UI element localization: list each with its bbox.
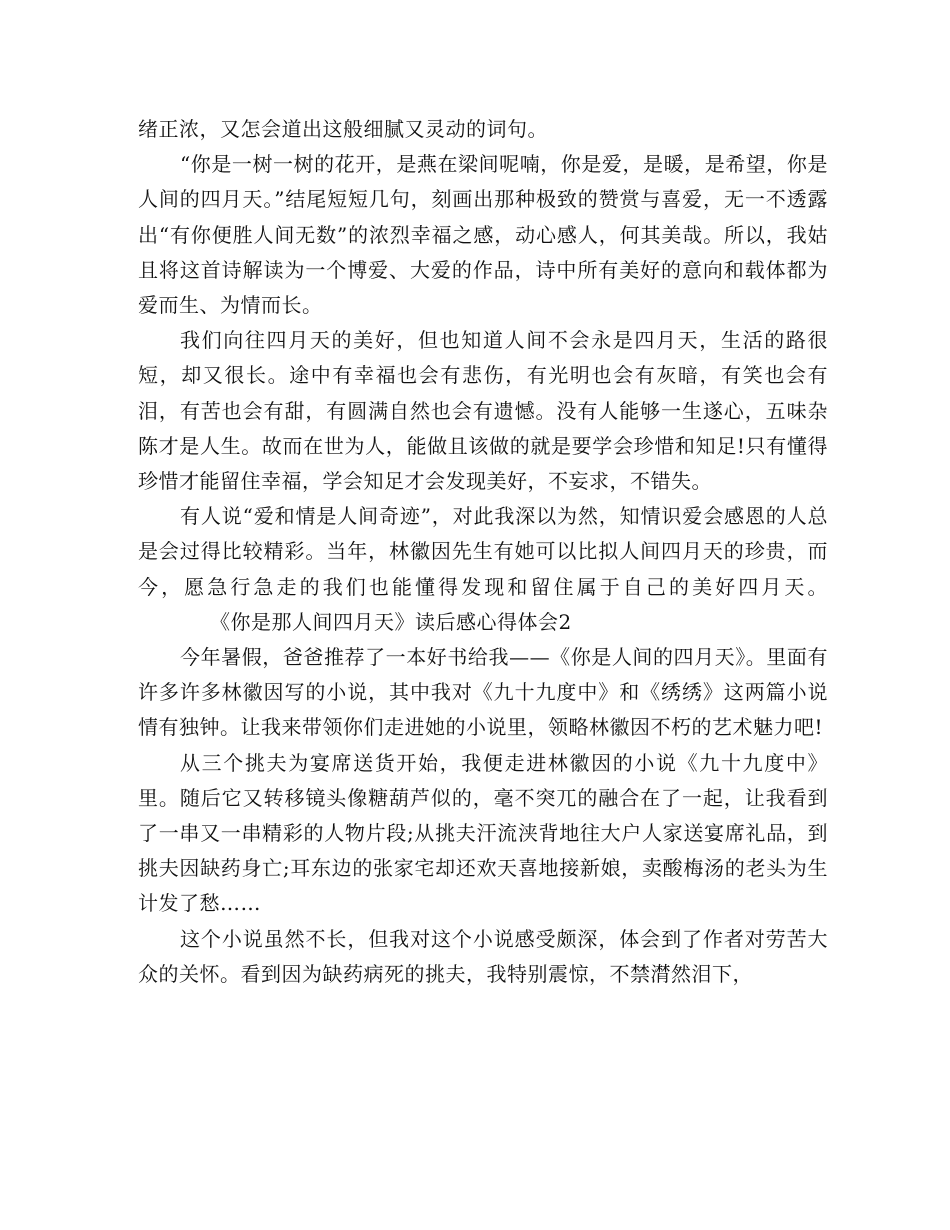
document-body bbox=[138, 112, 828, 992]
paragraph-4-text: 有人说“爱和情是人间奇迹”，对此我深以为然，知情识爱会感恩的人总是会过得比较精彩。当年，林徽因先生有她可以比拟人间四月天的珍贵，而今，愿急行急走的我们也能懂得发现和留住属于自己的美好四月天。 bbox=[138, 504, 828, 599]
paragraph-1: 绪正浓，又怎会道出这般细腻又灵动的词句。 bbox=[138, 117, 548, 141]
paragraph-6: 从三个挑夫为宴席送货开始，我便走进林徽因的小说《九十九度中》里。随后它又转移镜头像糖葫芦似的，毫不突兀的融合在了一起，让我看到了一串又一串精彩的人物片段;从挑夫汗流浃背地往大户人家送宴席礼品，到挑夫因缺药身亡;耳东边的张家宅却还欢天喜地接新娘，卖酸梅汤的老头为生计发了愁…… bbox=[138, 750, 828, 916]
section-heading: 《你是那人间四月天》读后感心得体会2 bbox=[210, 609, 572, 634]
paragraph-7: 这个小说虽然不长，但我对这个小说感受颇深，体会到了作者对劳苦大众的关怀。看到因为缺药病死的挑夫，我特别震惊，不禁潸然泪下， bbox=[138, 926, 828, 986]
paragraph-2: “你是一树一树的花开，是燕在梁间呢喃，你是爱，是暖，是希望，你是人间的四月天。”结尾短短几句，刻画出那种极致的赞赏与喜爱，无一不透露出“有你便胜人间无数”的浓烈幸福之感，动心感人，何其美哉。所以，我姑且将这首诗解读为一个博爱、大爱的作品，诗中所有美好的意向和载体都为爱而生、为情而长。 bbox=[138, 152, 828, 318]
paragraph-3: 我们向往四月天的美好，但也知道人间不会永是四月天，生活的路很短，却又很长。途中有幸福也会有悲伤，有光明也会有灰暗，有笑也会有泪，有苦也会有甜，有圆满自然也会有遗憾。没有人能够一生遂心，五味杂陈才是人生。故而在世为人，能做且该做的就是要学会珍惜和知足!只有懂得珍惜才能留住幸福，学会知足才会发现美好，不妄求，不错失。 bbox=[138, 328, 828, 494]
paragraph-4 bbox=[138, 499, 828, 640]
paragraph-5: 今年暑假，爸爸推荐了一本好书给我——《你是人间的四月天》。里面有许多许多林徽因写的小说，其中我对《九十九度中》和《绣绣》这两篇小说情有独钟。让我来带领你们走进她的小说里，领略林徽因不朽的艺术魅力吧! bbox=[138, 645, 828, 740]
